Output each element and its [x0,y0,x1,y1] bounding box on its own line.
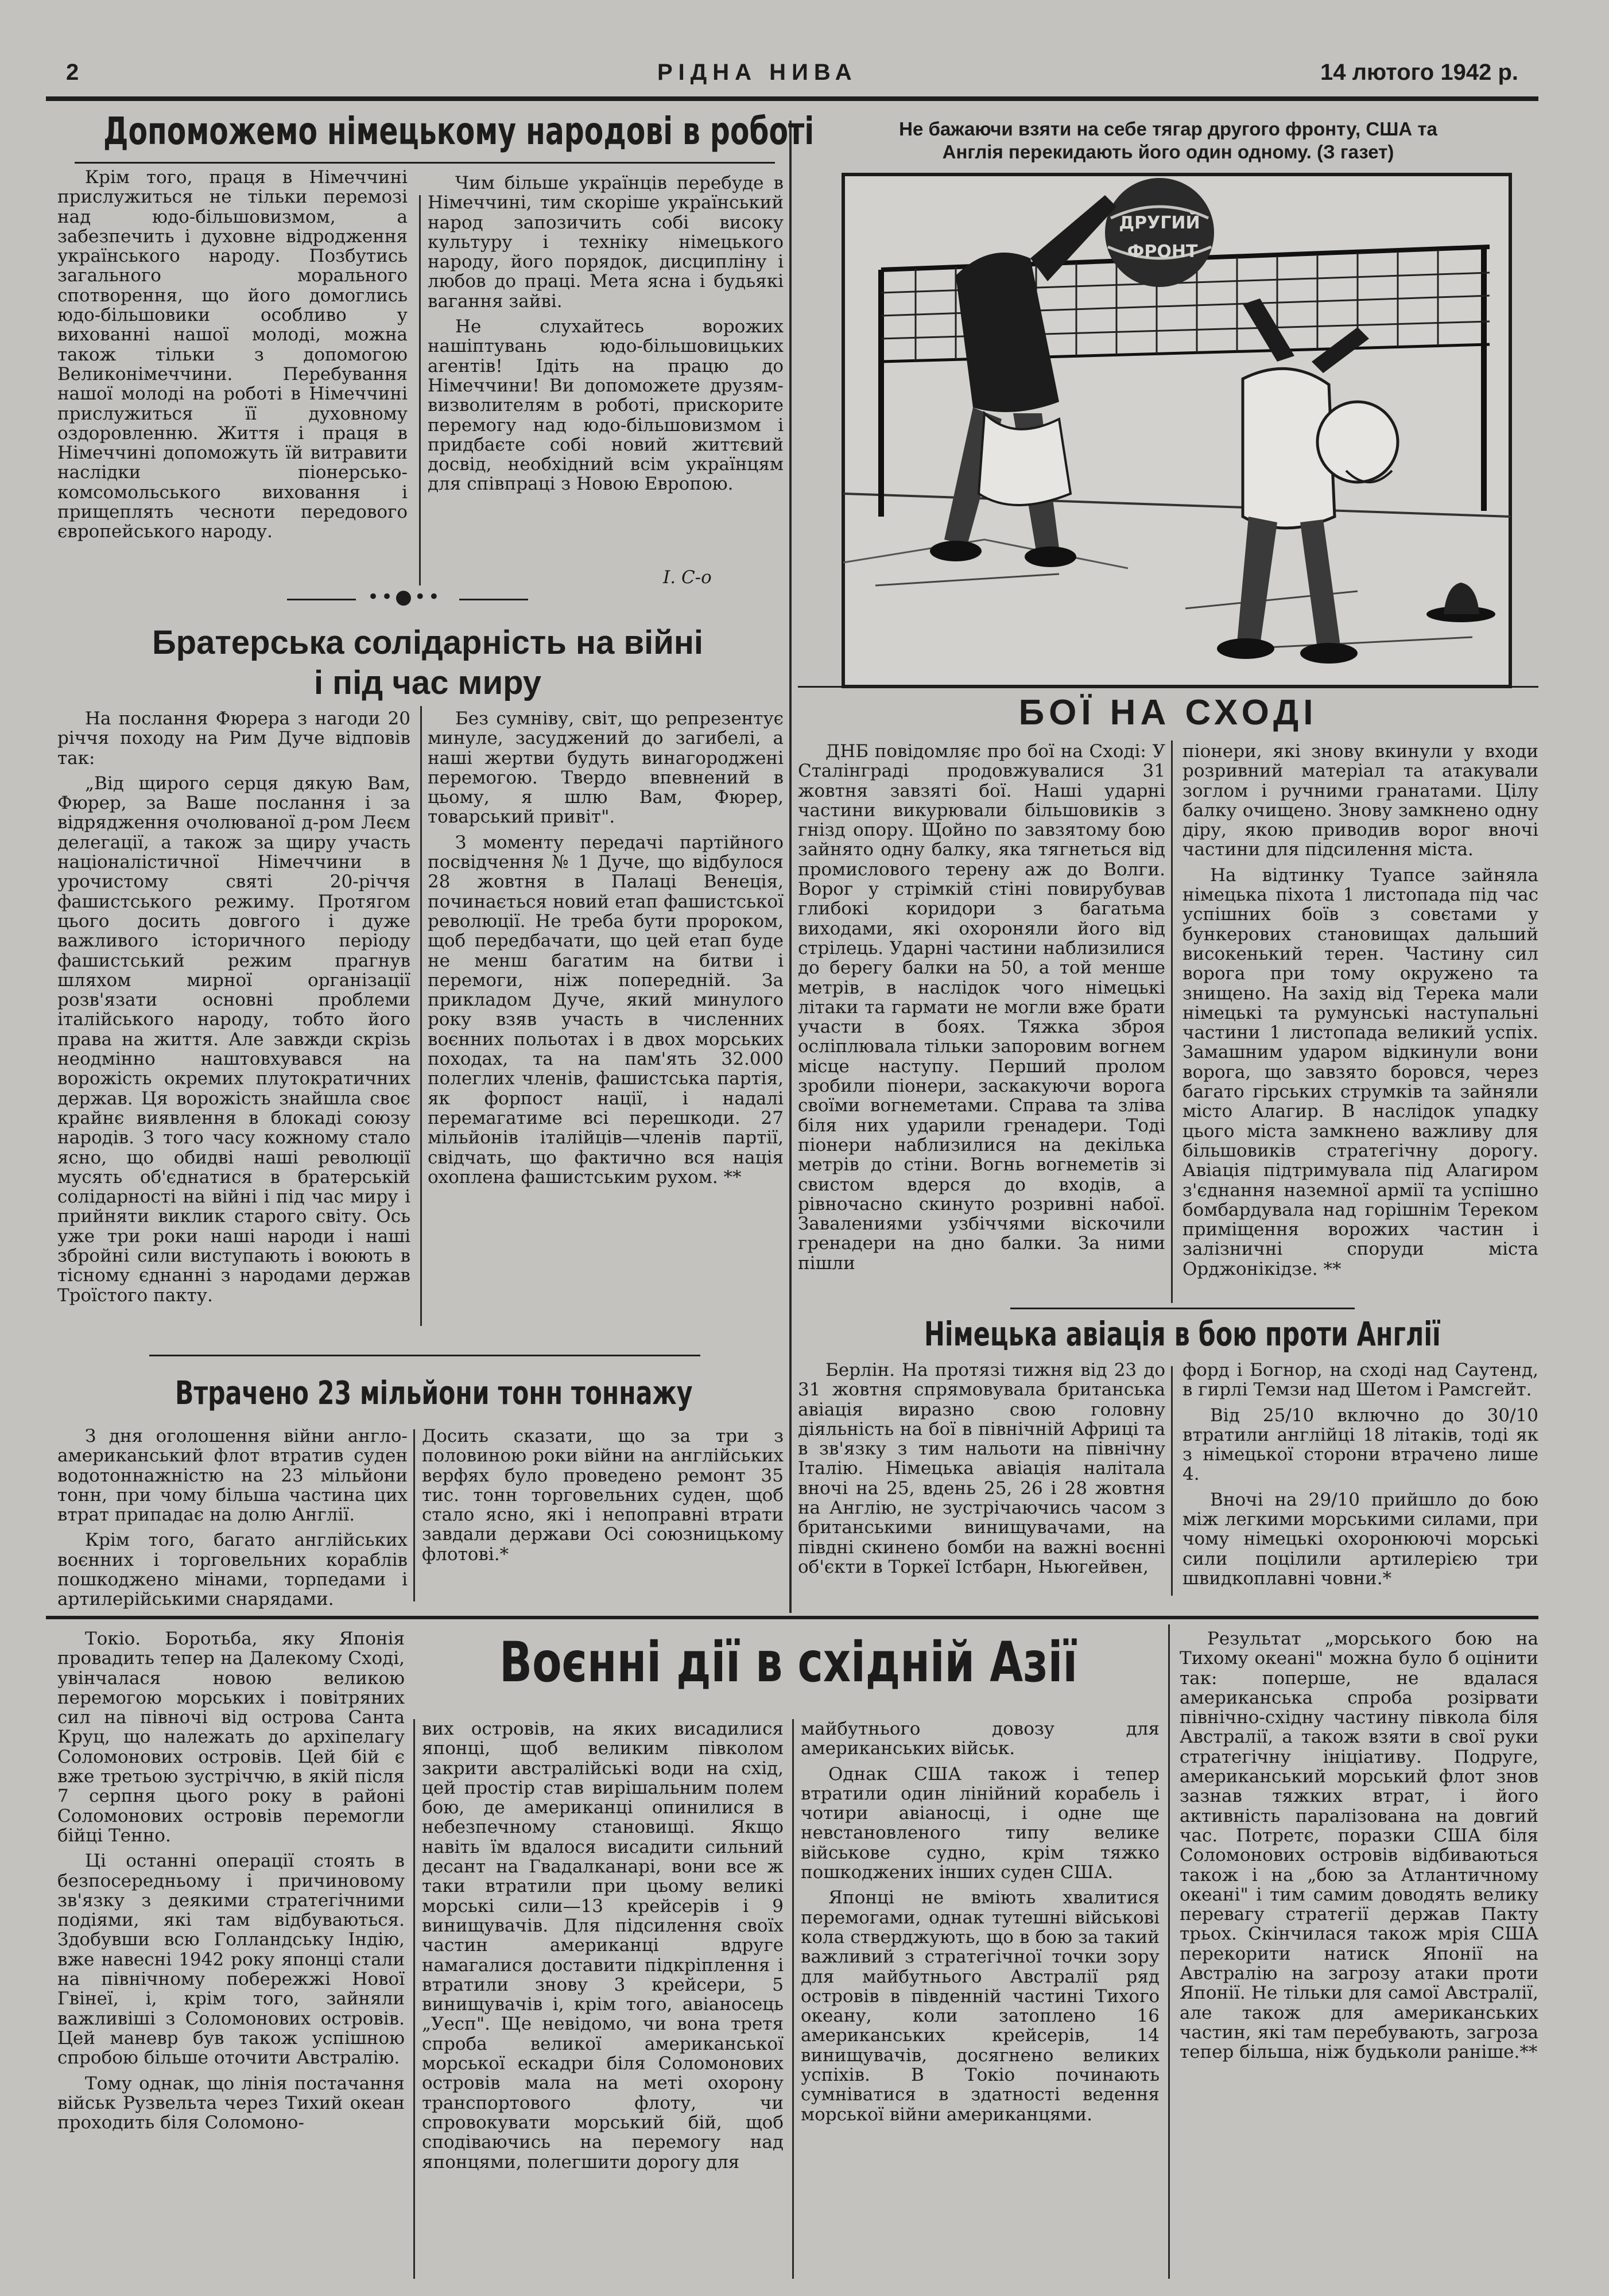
cartoon-bottom-rule [798,686,1538,688]
article1-headline: Допоможемо німецькому народові в роботі [103,109,815,153]
column-rule-a2 [420,706,422,1326]
article1-col1-text: Крім того, праця в Німеччині прислужиться не тільки перемозі над юдо-більшовизмом, а забезпечить і духовне відродження українського народу. Позбутись загального морального спотворення, що його домоглись юдо-більшовики особливо у вихованні нашої молоді, можна також тільки з допомогою Великонімеччини. Перебування нашої молоді на роботі в Німеччині прислужиться її духовному оздоровленню. Життя і праця в Німеччині допоможуть їй витравити наслідки піонерсько-комсомольського виховання і прищеплять чесноти передового європейського народу. [57,168,408,542]
article5-col2-p1: форд і Богнор, на сході над Саутенд, в гирлі Темзи над Шетом і Рамсгейт. [1182,1360,1538,1401]
ornament: ••●•• [367,585,442,608]
article4-end-rule [1010,1308,1355,1309]
column-rule-a4 [1171,740,1173,1303]
section-rule [46,1616,1538,1619]
masthead-rule [46,96,1538,101]
article5-col1-p1: Берлін. На протязі тижня від 23 до 31 жовтня спрямовувала британська авіація виразно свою головну діяльність на бої в північній Африці та в зв'язку з тим нальоти на північну Італію. Німецька авіація налітала вночі на 25, вдень 25, 26 і 28 жовтня на Англію, не зустрічаючись часом з британськими винищувачами, на півдні скинено бомби на важні воєнні об'єкти в Торкеї Істбарн, Ньюгейвен, [798,1360,1165,1577]
article2-col2-p2: З моменту передачі партійного посвідчення № 1 Дуче, що відбулося 28 жовтня в Палаці Венеція, починається новий етап фашистської революції. Не треба бути пророком, щоб передбачати, що цей етап буде не менш багатим на битви і перемоги, ніж попередній. За прикладом Дуче, який минулого року взяв участь в численних воєнних польотах і в двох морських походах, та на пам'ять 32.000 полеглих членів, фашистська партія, як форпост нації, і надалі перемагатиме всі перешкоди. 27 мільйонів італійців—членів партії, свідчать, що фактично вся нація охоплена фашистським рухом. ** [428,832,784,1188]
column-rule-a5 [1171,1366,1173,1596]
article2-headline [75,623,781,703]
article2-col1-p1: На послання Фюрера з нагоди 20 річчя походу на Рим Дуче відповів так: [57,709,410,769]
article2-col1 [57,709,410,1346]
ball [1105,178,1214,287]
column-rule-main [789,121,792,1613]
newspaper-name: РІДНА НИВА [657,60,858,85]
article6-col3 [801,1719,1160,2276]
article6-col1-p2: Ці останні операції стоять в безпосередньому і причиновому зв'язку з деякими стратегічними подіями, які там відбуваються. Здобувши всю Голландську Індію, вже навесні 1942 року японці стали на північному побережжі Нової Гвінеї, і, крім того, зайняли важливіші з Соломонових островів. Цей маневр був також успішною спробою більше оточити Австралію. [57,1851,405,2069]
ornament-rule-left [287,599,356,600]
article5-headline: Німецька авіація в бою проти Англії [924,1314,1441,1353]
cartoon-illustration [841,172,1513,689]
article4-col1 [798,742,1165,1316]
article6-col3-p3: Японці не вміють хвалитися перемогами, однак тутешні військові кола стверджують, що в бою за такий важливий з стратегічної точки зору для майбутнього Австралії ряд островів в південній частині Тихого океану, коли затоплено 16 американських крейсерів, 14 винищувачів, досягнено великих успіхів. В Токіо починають сумніватися в здатності ведення морської війни американцями. [801,1887,1160,2125]
article2-col1-p2: „Від щирого серця дякую Вам, Фюрер, за Ваше послання і за відрядження очолюваної д-ром Леєм делегації, а також за щиру участь націоналістичної Німеччини в урочистому святі 20-річчя фашистського режиму. Протягом цього досить довгого і дуже важливого історичного періоду фашистський режим прагнув шляхом мирної організації розв'язати основні проблеми італійського народу, тобто його права на життя. Але завжди скрізь неодмінно наштовхувався на ворожість окремих плутократичних держав. Ця ворожість знайшла своє крайнє виявлення в блокаді союзу народів. З того часу кожному стало ясно, що обидві наші революції мусять об'єднатися в братерській солідарності на війні і під час миру і прийняти виклик старого світу. Ось уже три роки наші народи і наші збройні сили виступають і воюють в тісному єднанні з народами держав Троїстого пакту. [57,773,410,1306]
column-rule-a3 [413,1429,415,1601]
column-rule-b1 [413,1719,415,2279]
article1-col2-p1: Чим більше українців перебуде в Німеччині, тим скоріше український народ запозичить собі високу культуру і техніку німецького народу, його порядок, дисципліну і любов до праці. Мета ясна і будьякі вагання зайві. [428,173,784,312]
page-number: 2 [66,60,79,85]
article2-col2 [428,709,784,1340]
article4-col2-p1: піонери, які знову вкинули у входи розривний матеріал та атакували зоглом і ручними гранатами. Цілу балку очищено. Знову замкнено одну діру, якою приводив ворог вночі частини для підсилення міста. [1182,742,1538,860]
article4-col2-p2: На відтинку Туапсе зайняла німецька піхота 1 листопада під час успішних боїв з совєтами у бункерових становищах дальший високенький терен. Частину сил ворога при тому окружено та знищено. На захід від Терека мали німецькі та румунські наступальні частини 1 листопада великий успіх. Замашним ударом відкинули вони ворога, що завзято боровся, через багато гірських струмків та зайняли місто Алагир. В наслідок упадку цього міста замкнено важливу для більшовиків стратегічну дорогу. Авіація підтримувала під Алагиром з'єднання наземної армії та успішно бомбардувала над горішнім Тереком приміщення ворожих частин і залізничні споруди міста Орджонікідзе. ** [1182,864,1538,1279]
article6-headline: Воєнні дії в східній Азії [499,1630,1078,1694]
article4-col2 [1182,742,1538,1316]
article6-col3-p1: майбутнього довозу для американських військ. [801,1719,1160,1759]
article1-rule [75,162,775,164]
article2-end-rule [149,1355,700,1356]
column-rule-b2 [792,1719,794,2279]
article4-headline: БОЇ НА СХОДІ [1018,693,1318,732]
article6-col3-p2: Однак США також і тепер втратили один лінійний корабель і чотири авіаносці, і одне ще невстановленого типу велике військове судно, крім тяжко пошкоджених інших суден США. [801,1763,1160,1883]
article1-col2-p2: Не слухайтесь ворожих нашіптувань юдо-більшовицьких агентів! Ідіть на працю до Німеччини! Ви допоможете друзям-визволителям в роботі, прискорите перемогу над юдо-більшовизмом і придбаєте собі новий життєвий досвід, необхідний всім українцям для співпраці з Новою Европою. [428,316,784,495]
article3-col2 [422,1426,784,1610]
article6-col4-p1: Результат „морського бою на Тихому океані" можна було б оцінити так: поперше, не вдалася американська спроба розірвати північно-східну частину півкола біля Австралії, а також взяти в свої руки стратегічну ініціативу. Подруге, американський морський флот знов зазнав тяжких втрат, і його активність паралізована на довгий час. Потретє, поразки США біля Соломонових островів відбиваються також і на „бою за Атлантичному океані" і тим самим доводять велику перевагу стратегії держав Пакту трьох. Скінчилася також мрія США перекорити натиск Японії на Австралію на загрозу атаки проти Японії. Не тільки для самої Австралії, але також для американських частин, які там перебувають, загроза тепер більша, ніж будьколи раніше.** [1180,1629,1538,2063]
article6-col4 [1180,1629,1538,2278]
article1-signature: І. С-о [663,567,712,588]
ornament-rule-right [459,599,528,600]
article5-col2-p3: Вночі на 29/10 прийшло до бою між легкими морськими силами, при чому німецькі охоронюючі морські сили поцілили артилерією три швидкоплавні човни.* [1182,1489,1538,1589]
article1-col2 [428,173,784,569]
article2-headline-line1: Братерська солідарність на війні [152,624,704,661]
article5-col2-p2: Від 25/10 включно до 30/10 втратили англійці 18 літаків, тоді як з німецької сторони втрачено лише 4. [1182,1405,1538,1485]
ball-text-line1: ДРУГИЙ [1119,213,1200,233]
article6-col2 [422,1719,784,2276]
ball-text-line2: ФРОНТ [1127,242,1198,262]
article5-col2 [1182,1360,1538,1601]
issue-date: 14 лютого 1942 р. [1320,60,1518,85]
article5-col1 [798,1360,1165,1601]
article3-col1 [57,1426,408,1610]
article6-col1-p1: Токіо. Боротьба, яку Японія провадить тепер на Далекому Сході, увінчалася новою великою перемогою морських і повітряних сил на півночі від острова Санта Круц, що належать до архіпелагу Соломонових островів. Цей бій є вже третьою зустріччю, в якій після 7 серпня цього року в районі Соломонових островів перемогли бійці Тенно. [57,1629,405,1846]
column-rule-b3 [1168,1624,1170,2279]
article6-col2-p1: вих островів, на яких висадилися японці, щоб великим півколом закрити австралійські води на схід, цей простір став вирішальним полем бою, де американці опинилися в небезпечному становищі. Якщо навіть їм вдалося висадити сильний десант на Гвадалканарі, вони все ж таки втратили при цьому великі морські сили—13 крейсерів і 9 винищувачів. Для підсилення своїх частин американці вдруге намагалися доставити підкріплення і втратили знову 3 крейсери, 5 винищувачів і, крім того, авіаносець „Уесп". Ще невідомо, чи вона третя спроба великої американської морської ескадри біля Соломонових островів мала на меті охорону транспортового флоту, чи спровокувати морський бій, щоб сподіваючись на перемогу над японцями, полегшити дорогу для [422,1719,784,2173]
article3-headline: Втрачено 23 мільйони тонн тоннажу [175,1375,693,1412]
article3-col1-p1: З дня оголошення війни англо-американський флот втратив суден водотоннажністю на 23 мільйони тонн, при чому більша частина цих втрат припадає на долю Англії. [57,1426,408,1526]
article4-col1-text: ДНБ повідомляє про бої на Сході: У Сталінграді продовжувалися 31 жовтня завзяті бої. Наші ударні частини викурювали більшовиків з гнізд опору. Щойно по завзятому бою зайнято одну балку, яка тягнеться від промислового терену аж до Волги. Ворог у стрімкій стіні повирубував глибокі коридори з багатьма виходами, які охороняли його від стрілець. Ударні частини наблизилися до берегу балки на 50, а той менше метрів, в наслідок чого німецькі літаки та гармати не могли вже брати участи в боях. Тяжка зброя осліплювала тільки запоровим вогнем місце наступу. Перший пролом зробили піонери, заскакуючи ворога своїми вогнеметами. Справа та зліва біля них ударили гренадери. Тоді піонери наблизилися на декілька метрів до стіни. Вогнь вогнеметів зі свистом вдерся до входів, а рівночасно скинуто розривні набої. Завалениями узбіччями віскочили гренадери на дно балки. За ними пішли [798,742,1165,1274]
article6-col1 [57,1629,405,2278]
article3-col1-p2: Крім того, багато англійських воєнних і торговельних кораблів пошкоджено мінами, торпедами і артилерійськими снарядами. [57,1530,408,1610]
article2-headline-line2: і під час миру [313,664,542,701]
article2-col2-p1: Без сумніву, світ, що репрезентує минуле, засуджений до загибелі, а наші жертви будуть винагороджені перемогою. Твердо впевнений в цьому, я шлю Вам, Фюрер, товарський привіт". [428,709,784,828]
cartoon-caption: Не бажаючи взяти на себе тягар другого фронту, США та Англія перекидають його один одному. (З газет) [899,118,1437,162]
article6-col1-p3: Тому однак, що лінія постачання військ Рузвельта через Тихий океан проходить біля Соломоно- [57,2073,405,2134]
column-rule-a1 [419,195,421,585]
article3-col2-p1: Досить сказати, що за три з половиною роки війни на англійських верфях було проведено ремонт 35 тис. тонн торговельних суден, щоб стало ясно, які і непоправні втрати завдали держави Осі союзницькому флотові.* [422,1426,784,1565]
article1-col1 [57,168,408,592]
